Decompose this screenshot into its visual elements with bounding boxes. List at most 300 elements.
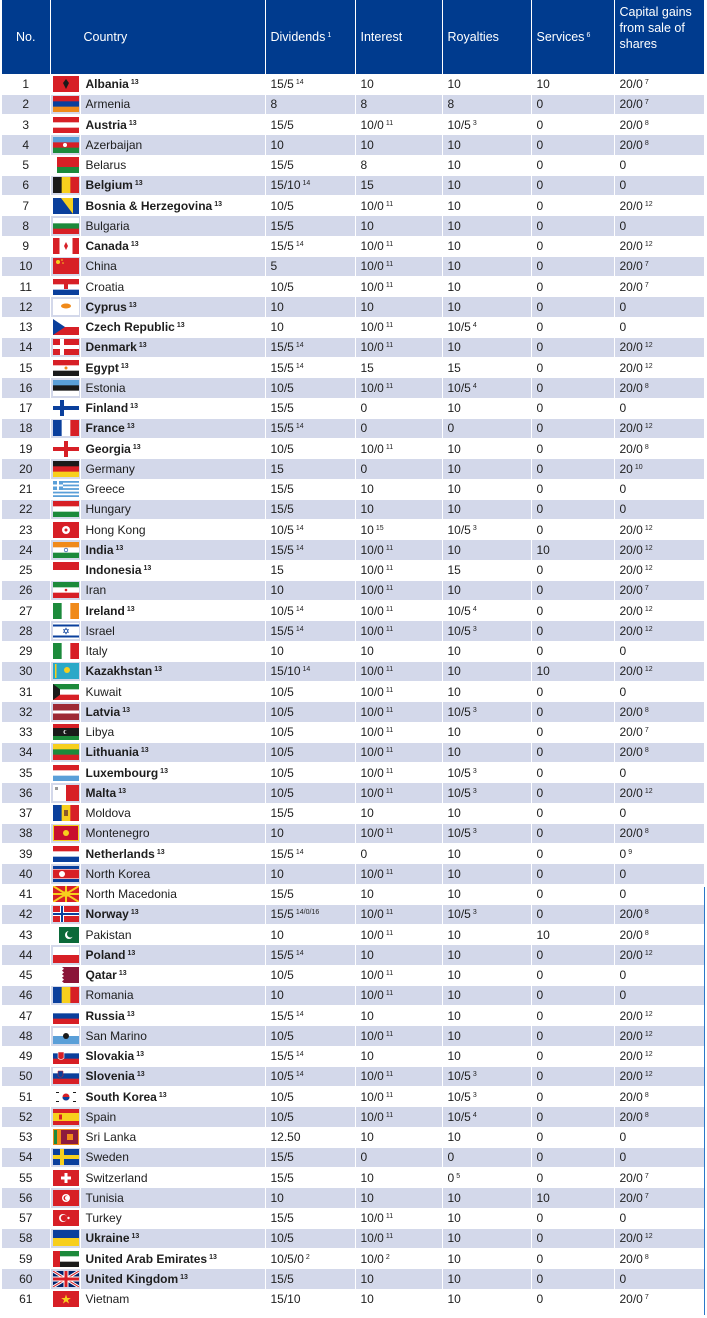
georgia-flag-icon-shape (53, 441, 79, 457)
interest-note: 11 (385, 686, 394, 694)
table-row (2, 1249, 704, 1269)
capital-cell (614, 661, 704, 681)
services-value: 0 (536, 907, 544, 922)
interest-cell (355, 1269, 442, 1289)
country-name: India (85, 542, 114, 557)
slovenia-flag-icon-shape (53, 1068, 79, 1084)
row-no: 34 (2, 742, 50, 762)
services-cell (531, 398, 614, 418)
ireland-flag-icon (50, 601, 80, 621)
royalties-cell (442, 155, 531, 175)
services-value: 0 (536, 522, 544, 537)
montenegro-flag-icon-shape (53, 825, 79, 841)
capital-note: 12 (644, 605, 653, 613)
table-row (2, 317, 704, 337)
country-name: Bosnia & Herzegovina (85, 198, 213, 213)
country-note: 13 (126, 1010, 135, 1018)
interest-cell (355, 945, 442, 965)
pakistan-flag-icon (50, 925, 80, 945)
services-cell (531, 702, 614, 722)
turkey-flag-icon-shape (53, 1210, 79, 1226)
row-no: 49 (2, 1046, 50, 1066)
royalties-cell (442, 94, 531, 114)
royalties-note: 4 (472, 322, 477, 330)
montenegro-flag-icon (50, 823, 80, 843)
royalties-value: 10 (447, 846, 461, 861)
services-value: 0 (536, 947, 544, 962)
services-cell (531, 1026, 614, 1046)
capital-note: 8 (644, 382, 649, 390)
royalties-note: 3 (472, 909, 477, 917)
dividends-cell (265, 1228, 355, 1248)
capital-note: 12 (644, 666, 653, 674)
capital-value: 20/0 (619, 1069, 643, 1084)
interest-value: 10/0 (360, 563, 384, 578)
libya-flag-icon-shape (53, 724, 79, 740)
capital-value: 0 (619, 320, 627, 335)
services-value: 0 (536, 441, 544, 456)
interest-value: 10 (360, 137, 374, 152)
country-cell (80, 337, 265, 357)
interest-cell (355, 742, 442, 762)
services-value: 0 (536, 644, 544, 659)
sweden-flag-icon-shape (53, 1149, 79, 1165)
interest-value: 10/0 (360, 725, 384, 740)
interest-value: 10/0 (360, 684, 384, 699)
dividends-value: 15/5 (270, 1211, 294, 1226)
country-cell (80, 763, 265, 783)
royalties-value: 10 (447, 1231, 461, 1246)
capital-cell (614, 459, 704, 479)
services-cell (531, 601, 614, 621)
iran-flag-icon-shape (53, 582, 79, 598)
capital-note: 8 (644, 443, 649, 451)
interest-cell (355, 580, 442, 600)
dividends-value: 10 (270, 583, 284, 598)
royalties-value: 10/5 (447, 380, 471, 395)
iran-flag-icon (50, 580, 80, 600)
royalties-value: 10/5 (447, 826, 471, 841)
table-row (2, 1228, 704, 1248)
country-cell (80, 560, 265, 580)
interest-cell (355, 1188, 442, 1208)
services-cell (531, 297, 614, 317)
country-name: Norway (85, 907, 129, 922)
capital-cell (614, 1066, 704, 1086)
services-cell (531, 1127, 614, 1147)
interest-cell (355, 358, 442, 378)
row-no: 11 (2, 277, 50, 297)
interest-value: 10 (360, 218, 374, 233)
dividends-value: 10/5 (270, 968, 294, 983)
capital-note: 8 (644, 1111, 649, 1119)
interest-value: 10 (360, 644, 374, 659)
dividends-cell (265, 763, 355, 783)
royalties-cell (442, 1087, 531, 1107)
egypt-flag-icon (50, 358, 80, 378)
interest-cell (355, 682, 442, 702)
dividends-cell (265, 236, 355, 256)
royalties-cell (442, 358, 531, 378)
interest-cell (355, 439, 442, 459)
country-name: Denmark (85, 340, 137, 355)
interest-value: 10/0 (360, 279, 384, 294)
estonia-flag-icon (50, 378, 80, 398)
royalties-value: 10/5 (447, 785, 471, 800)
table-row (2, 1289, 704, 1309)
country-cell (80, 844, 265, 864)
dividends-cell (265, 155, 355, 175)
interest-cell (355, 175, 442, 195)
services-value: 0 (536, 623, 544, 638)
capital-value: 0 (619, 502, 627, 517)
royalties-note: 3 (472, 828, 477, 836)
table-row (2, 965, 704, 985)
capital-value: 20/0 (619, 623, 643, 638)
services-cell (531, 256, 614, 276)
country-cell (80, 175, 265, 195)
dividends-value: 15/5 (270, 117, 294, 132)
dividends-value: 15/5 (270, 218, 294, 233)
dividends-cell (265, 398, 355, 418)
capital-cell (614, 196, 704, 216)
services-value: 0 (536, 482, 544, 497)
royalties-cell (442, 580, 531, 600)
dividends-value: 15/5 (270, 1170, 294, 1185)
country-note: 13 (176, 322, 185, 330)
china-flag-icon-shape (53, 258, 79, 274)
country-name: Italy (85, 644, 108, 659)
table-row (2, 844, 704, 864)
row-no: 61 (2, 1289, 50, 1309)
interest-value: 10/0 (360, 745, 384, 760)
capital-note: 7 (644, 1192, 649, 1200)
services-value: 0 (536, 340, 544, 355)
capital-value: 20/0 (619, 1292, 643, 1307)
interest-note: 11 (385, 625, 394, 633)
capital-cell (614, 702, 704, 722)
country-cell (80, 823, 265, 843)
capital-value: 20/0 (619, 1109, 643, 1124)
country-note: 13 (143, 565, 152, 573)
interest-value: 10 (360, 887, 374, 902)
interest-value: 10 (360, 482, 374, 497)
country-note: 13 (136, 1071, 145, 1079)
interest-note: 11 (385, 727, 394, 735)
table-row (2, 985, 704, 1005)
services-value: 0 (536, 1028, 544, 1043)
country-cell (80, 985, 265, 1005)
row-no: 14 (2, 337, 50, 357)
royalties-value: 10/5 (447, 765, 471, 780)
table-row (2, 783, 704, 803)
tunisia-flag-icon (50, 1188, 80, 1208)
row-no: 52 (2, 1107, 50, 1127)
royalties-cell (442, 1289, 531, 1309)
dividends-cell (265, 985, 355, 1005)
switzerland-flag-icon-shape (53, 1170, 79, 1186)
interest-note: 11 (385, 281, 394, 289)
royalties-value: 10 (447, 947, 461, 962)
header-country-label: Country (83, 30, 128, 44)
interest-cell (355, 985, 442, 1005)
israel-flag-icon-shape (53, 623, 79, 639)
greece-flag-icon (50, 479, 80, 499)
services-cell (531, 985, 614, 1005)
royalties-cell (442, 74, 531, 94)
interest-value: 10/0 (360, 968, 384, 983)
services-cell (531, 74, 614, 94)
royalties-cell (442, 965, 531, 985)
country-name: Netherlands (85, 846, 155, 861)
capital-note: 7 (644, 1294, 649, 1302)
country-note: 13 (122, 706, 130, 714)
row-no: 27 (2, 601, 50, 621)
tunisia-flag-icon-shape (53, 1190, 79, 1206)
egypt-flag-icon-shape (53, 360, 79, 376)
header-dividends (265, 0, 355, 74)
royalties-cell (442, 1026, 531, 1046)
capital-note: 12 (644, 362, 653, 370)
services-cell (531, 499, 614, 519)
interest-note: 11 (385, 261, 394, 269)
interest-value: 10/0 (360, 583, 384, 598)
country-note: 13 (128, 301, 137, 309)
interest-note: 11 (385, 970, 394, 978)
dividends-cell (265, 540, 355, 560)
dividends-value: 10/5 (270, 279, 294, 294)
slovakia-flag-icon (50, 1046, 80, 1066)
row-no: 35 (2, 763, 50, 783)
interest-note: 11 (385, 322, 394, 330)
services-cell (531, 135, 614, 155)
country-note: 13 (115, 544, 124, 552)
country-note: 13 (130, 78, 139, 86)
services-value: 0 (536, 198, 544, 213)
interest-value: 10/0 (360, 603, 384, 618)
services-cell (531, 196, 614, 216)
capital-cell (614, 1188, 704, 1208)
canada-flag-icon-shape (53, 238, 79, 254)
dividends-cell (265, 337, 355, 357)
country-cell (80, 94, 265, 114)
capital-note: 7 (644, 585, 649, 593)
royalties-value: 0 (447, 1170, 455, 1185)
row-no: 23 (2, 520, 50, 540)
czech-flag-icon-shape (53, 319, 79, 335)
services-cell (531, 277, 614, 297)
belarus-flag-icon (50, 155, 80, 175)
dividends-cell (265, 317, 355, 337)
country-name: Luxembourg (85, 765, 159, 780)
table-row (2, 297, 704, 317)
spain-flag-icon-shape (53, 1109, 79, 1125)
kazakhstan-flag-icon (50, 661, 80, 681)
table-row (2, 1188, 704, 1208)
capital-value: 20/0 (619, 1170, 643, 1185)
dividends-value: 10/5 (270, 785, 294, 800)
dividends-value: 15/5 (270, 846, 294, 861)
dividends-note: 14 (295, 625, 304, 633)
switzerland-flag-icon (50, 1168, 80, 1188)
interest-value: 15 (360, 360, 374, 375)
services-value: 0 (536, 1008, 544, 1023)
interest-note: 11 (385, 585, 394, 593)
dividends-note: 2 (305, 1253, 310, 1261)
malta-flag-icon-shape (53, 785, 79, 801)
country-cell (80, 216, 265, 236)
services-cell (531, 641, 614, 661)
country-note: 13 (214, 200, 222, 208)
royalties-value: 8 (447, 97, 455, 112)
country-name: Bulgaria (85, 218, 130, 233)
interest-cell (355, 337, 442, 357)
royalties-value: 10 (447, 158, 461, 173)
row-no: 55 (2, 1168, 50, 1188)
interest-cell (355, 560, 442, 580)
interest-note: 11 (385, 787, 394, 795)
country-cell (80, 277, 265, 297)
capital-value: 0 (619, 158, 627, 173)
finland-flag-icon (50, 398, 80, 418)
country-name: Belarus (85, 158, 127, 173)
services-value: 0 (536, 1150, 544, 1165)
royalties-value: 10 (447, 1251, 461, 1266)
interest-cell (355, 94, 442, 114)
country-note: 13 (127, 949, 136, 957)
italy-flag-icon (50, 641, 80, 661)
capital-value: 20/0 (619, 603, 643, 618)
dividends-value: 10 (270, 1190, 284, 1205)
dividends-cell (265, 479, 355, 499)
royalties-value: 10 (447, 684, 461, 699)
capital-cell (614, 1269, 704, 1289)
country-name: Kazakhstan (85, 664, 153, 679)
services-cell (531, 1046, 614, 1066)
services-value: 0 (536, 259, 544, 274)
capital-value: 20/0 (619, 522, 643, 537)
country-name: Kuwait (85, 684, 122, 699)
kuwait-flag-icon (50, 682, 80, 702)
services-value: 0 (536, 299, 544, 314)
dividends-value: 10/5 (270, 522, 294, 537)
royalties-cell (442, 439, 531, 459)
table-row (2, 378, 704, 398)
capital-value: 0 (619, 218, 627, 233)
interest-value: 10/0 (360, 1028, 384, 1043)
country-cell (80, 297, 265, 317)
country-cell (80, 317, 265, 337)
capital-value: 0 (619, 299, 627, 314)
services-value: 0 (536, 178, 544, 193)
capital-value: 20/0 (619, 563, 643, 578)
interest-value: 10/0 (360, 785, 384, 800)
royalties-value: 10 (447, 1211, 461, 1226)
interest-value: 10/0 (360, 704, 384, 719)
country-cell (80, 722, 265, 742)
row-no: 48 (2, 1026, 50, 1046)
capital-value: 0 (619, 968, 627, 983)
dividends-note: 14 (302, 666, 311, 674)
croatia-flag-icon (50, 277, 80, 297)
interest-note: 2 (385, 1253, 390, 1261)
interest-cell (355, 135, 442, 155)
romania-flag-icon (50, 985, 80, 1005)
royalties-cell (442, 520, 531, 540)
capital-value: 20/0 (619, 745, 643, 760)
capital-cell (614, 823, 704, 843)
table-row (2, 702, 704, 722)
royalties-value: 10 (447, 76, 461, 91)
uae-flag-icon (50, 1249, 80, 1269)
interest-cell (355, 1127, 442, 1147)
royalties-cell (442, 1006, 531, 1026)
dividends-value: 10/5 (270, 380, 294, 395)
interest-cell (355, 844, 442, 864)
country-name: Romania (85, 988, 134, 1003)
capital-value: 20/0 (619, 1049, 643, 1064)
table-row (2, 74, 704, 94)
capital-note: 10 (634, 463, 643, 471)
dividends-value: 10/5 (270, 1109, 294, 1124)
interest-cell (355, 297, 442, 317)
capital-cell (614, 1249, 704, 1269)
hungary-flag-icon-shape (53, 501, 79, 517)
services-value: 0 (536, 1049, 544, 1064)
services-value: 0 (536, 158, 544, 173)
table-row (2, 337, 704, 357)
south-korea-flag-icon (50, 1087, 80, 1107)
interest-note: 11 (385, 828, 394, 836)
services-value: 0 (536, 1130, 544, 1145)
services-cell (531, 1168, 614, 1188)
interest-note: 11 (385, 666, 394, 674)
royalties-cell (442, 560, 531, 580)
country-note: 13 (136, 1051, 144, 1059)
country-cell (80, 1066, 265, 1086)
royalties-value: 10 (447, 299, 461, 314)
country-name: Vietnam (85, 1292, 130, 1307)
estonia-flag-icon-shape (53, 380, 79, 396)
row-no: 50 (2, 1066, 50, 1086)
dividends-value: 12.50 (270, 1130, 301, 1145)
capital-value: 20/0 (619, 239, 643, 254)
country-cell (80, 661, 265, 681)
greece-flag-icon-shape (53, 481, 79, 497)
royalties-value: 10/5 (447, 1089, 471, 1104)
dividends-cell (265, 1026, 355, 1046)
services-cell (531, 175, 614, 195)
capital-cell (614, 520, 704, 540)
interest-value: 10/0 (360, 765, 384, 780)
north-korea-flag-icon-shape (53, 866, 79, 882)
services-cell (531, 1087, 614, 1107)
capital-cell (614, 1127, 704, 1147)
capital-value: 20/0 (619, 542, 643, 557)
capital-cell (614, 641, 704, 661)
dividends-note: 14 (295, 1051, 304, 1059)
capital-note: 12 (644, 342, 653, 350)
capital-value: 0 (619, 1271, 627, 1286)
table-row (2, 1107, 704, 1127)
capital-note: 8 (644, 119, 649, 127)
capital-note: 12 (644, 241, 653, 249)
royalties-value: 10 (447, 664, 461, 679)
slovenia-flag-icon (50, 1066, 80, 1086)
country-cell (80, 439, 265, 459)
services-cell (531, 1188, 614, 1208)
capital-cell (614, 601, 704, 621)
